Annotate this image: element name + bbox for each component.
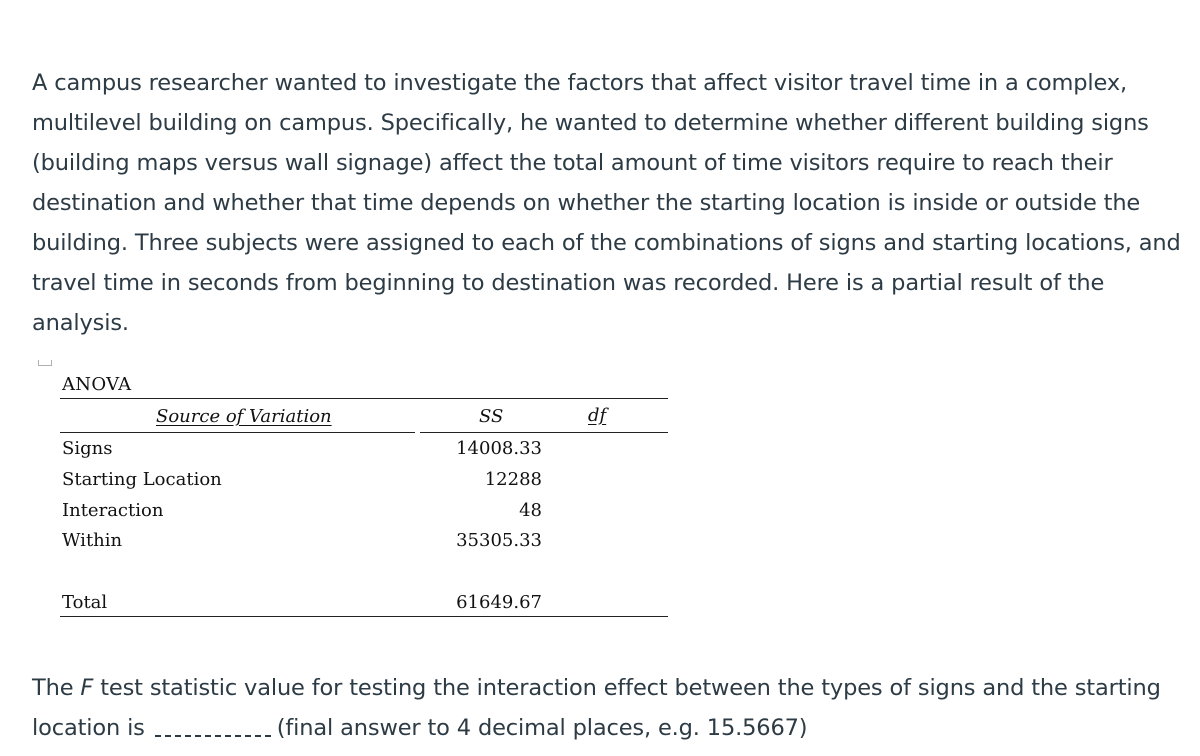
row-ss-signs: 14008.33 bbox=[456, 438, 542, 459]
row-ss-within: 35305.33 bbox=[456, 530, 542, 551]
answer-blank[interactable] bbox=[155, 734, 271, 737]
header-source-of-variation: Source of Variation bbox=[156, 406, 332, 427]
f-symbol: F bbox=[80, 675, 94, 701]
row-label-starting-location: Starting Location bbox=[62, 469, 222, 490]
anova-title: ANOVA bbox=[62, 374, 132, 395]
image-marker-icon bbox=[38, 360, 52, 366]
row-ss-starting-location: 12288 bbox=[484, 469, 542, 490]
row-label-signs: Signs bbox=[62, 438, 113, 459]
row-label-interaction: Interaction bbox=[62, 500, 164, 521]
row-ss-total: 61649.67 bbox=[456, 592, 542, 613]
anova-table bbox=[60, 372, 670, 620]
header-ss: SS bbox=[479, 406, 504, 427]
table-bottom-rule bbox=[60, 616, 668, 617]
table-header-rule bbox=[420, 432, 668, 433]
table-top-rule bbox=[60, 398, 668, 399]
problem-statement: A campus researcher wanted to investigate the factors that affect visitor travel time in a complex, multilevel building on campus. Specifically, he wanted to determine whether different building signs (building maps versus wall signage) affect the total amount of time visitors require to reach their destination and whether that time depends on whether the starting location is inside or outside the building. Three subjects were assigned to each of the combinations of signs and starting locations, and travel time in seconds from beginning to destination was recorded. Here is a partial result of the analysis. bbox=[32, 70, 1181, 336]
question-text bbox=[32, 668, 1182, 748]
table-header-rule bbox=[60, 432, 415, 433]
row-label-within: Within bbox=[62, 530, 123, 551]
header-df: df bbox=[588, 405, 607, 426]
row-ss-interaction: 48 bbox=[519, 500, 542, 521]
row-label-total: Total bbox=[62, 592, 108, 613]
question-part-1: The bbox=[32, 675, 81, 701]
question-part-3: (final answer to 4 decimal places, e.g. 15.5667) bbox=[276, 715, 808, 741]
question-part-2: test statistic value for testing the interaction effect between the types of signs and the starting location is bbox=[32, 675, 1161, 741]
